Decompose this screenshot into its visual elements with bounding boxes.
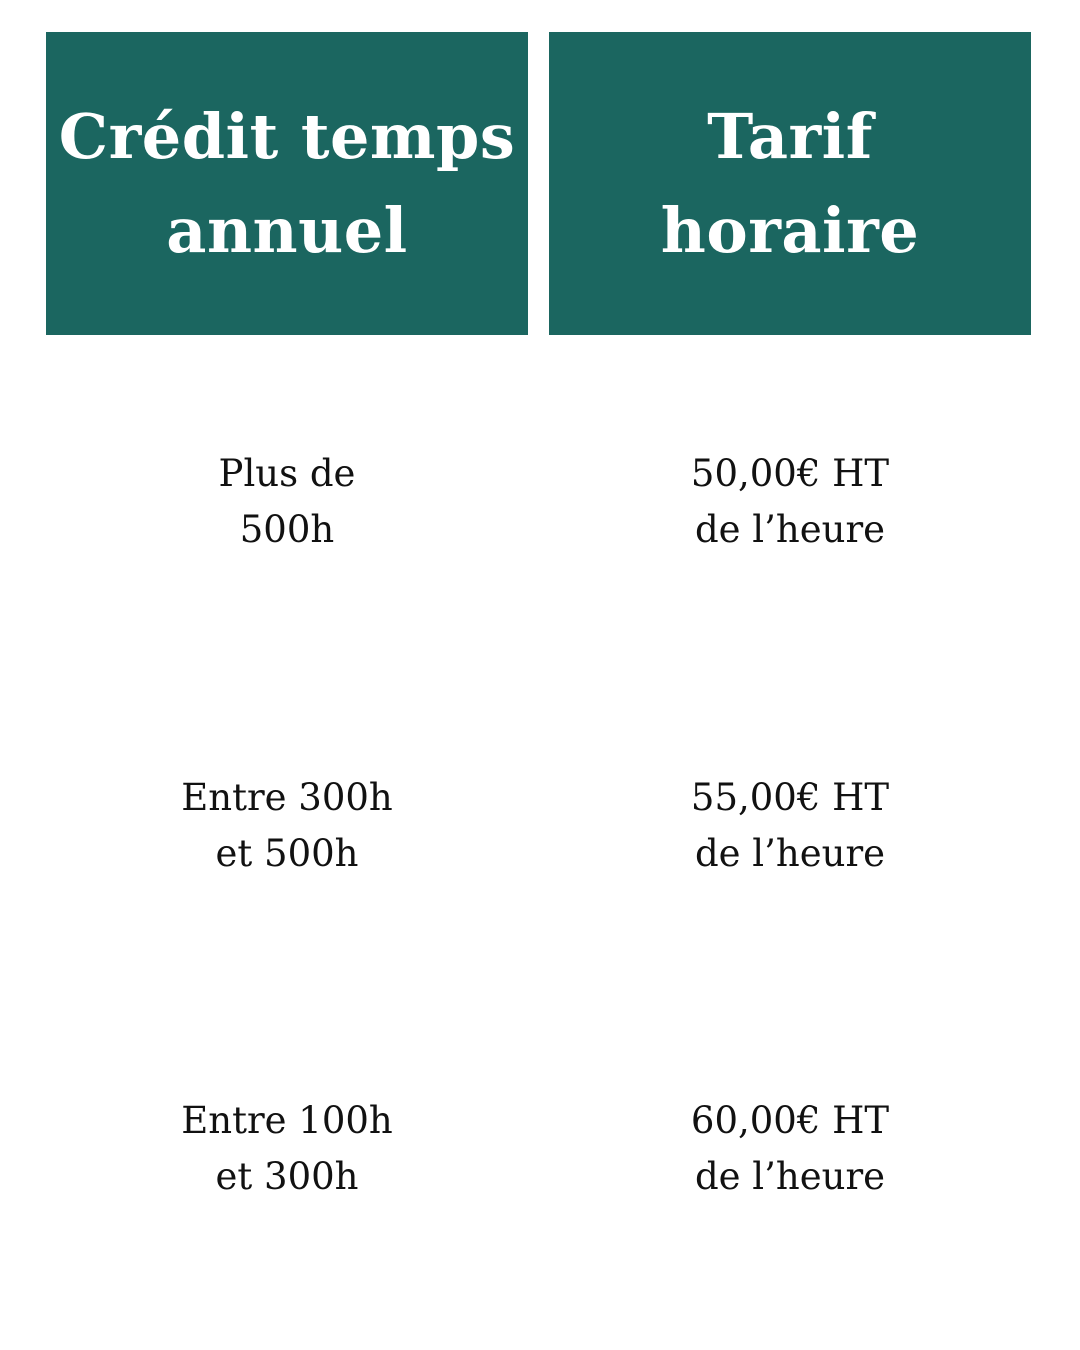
rate-line1: 55,00€ HT <box>690 776 890 819</box>
credit-line2: 500h <box>239 508 335 551</box>
rate-line1: 60,00€ HT <box>690 1099 890 1142</box>
rate-line1: 50,00€ HT <box>690 452 890 495</box>
rate-cell-row-1 <box>549 446 1031 558</box>
header-rate-line2: horaire <box>660 193 920 267</box>
rate-line2: de l’heure <box>694 508 886 551</box>
header-credit-line1: Crédit temps <box>58 99 516 173</box>
rate-line2: de l’heure <box>694 832 886 875</box>
rate-cell-row-2 <box>549 770 1031 882</box>
header-tarif-horaire <box>549 32 1031 335</box>
credit-line2: et 500h <box>215 832 359 875</box>
rate-line2: de l’heure <box>694 1155 886 1198</box>
credit-cell-row-1 <box>46 446 528 558</box>
header-rate-line1: Tarif <box>707 99 873 173</box>
credit-line1: Plus de <box>218 452 356 495</box>
credit-line1: Entre 100h <box>181 1099 393 1142</box>
credit-line2: et 300h <box>215 1155 359 1198</box>
header-credit-line2: annuel <box>166 193 408 267</box>
header-credit-temps <box>46 32 528 335</box>
credit-cell-row-3 <box>46 1093 528 1205</box>
credit-line1: Entre 300h <box>181 776 393 819</box>
credit-cell-row-2 <box>46 770 528 882</box>
rate-cell-row-3 <box>549 1093 1031 1205</box>
